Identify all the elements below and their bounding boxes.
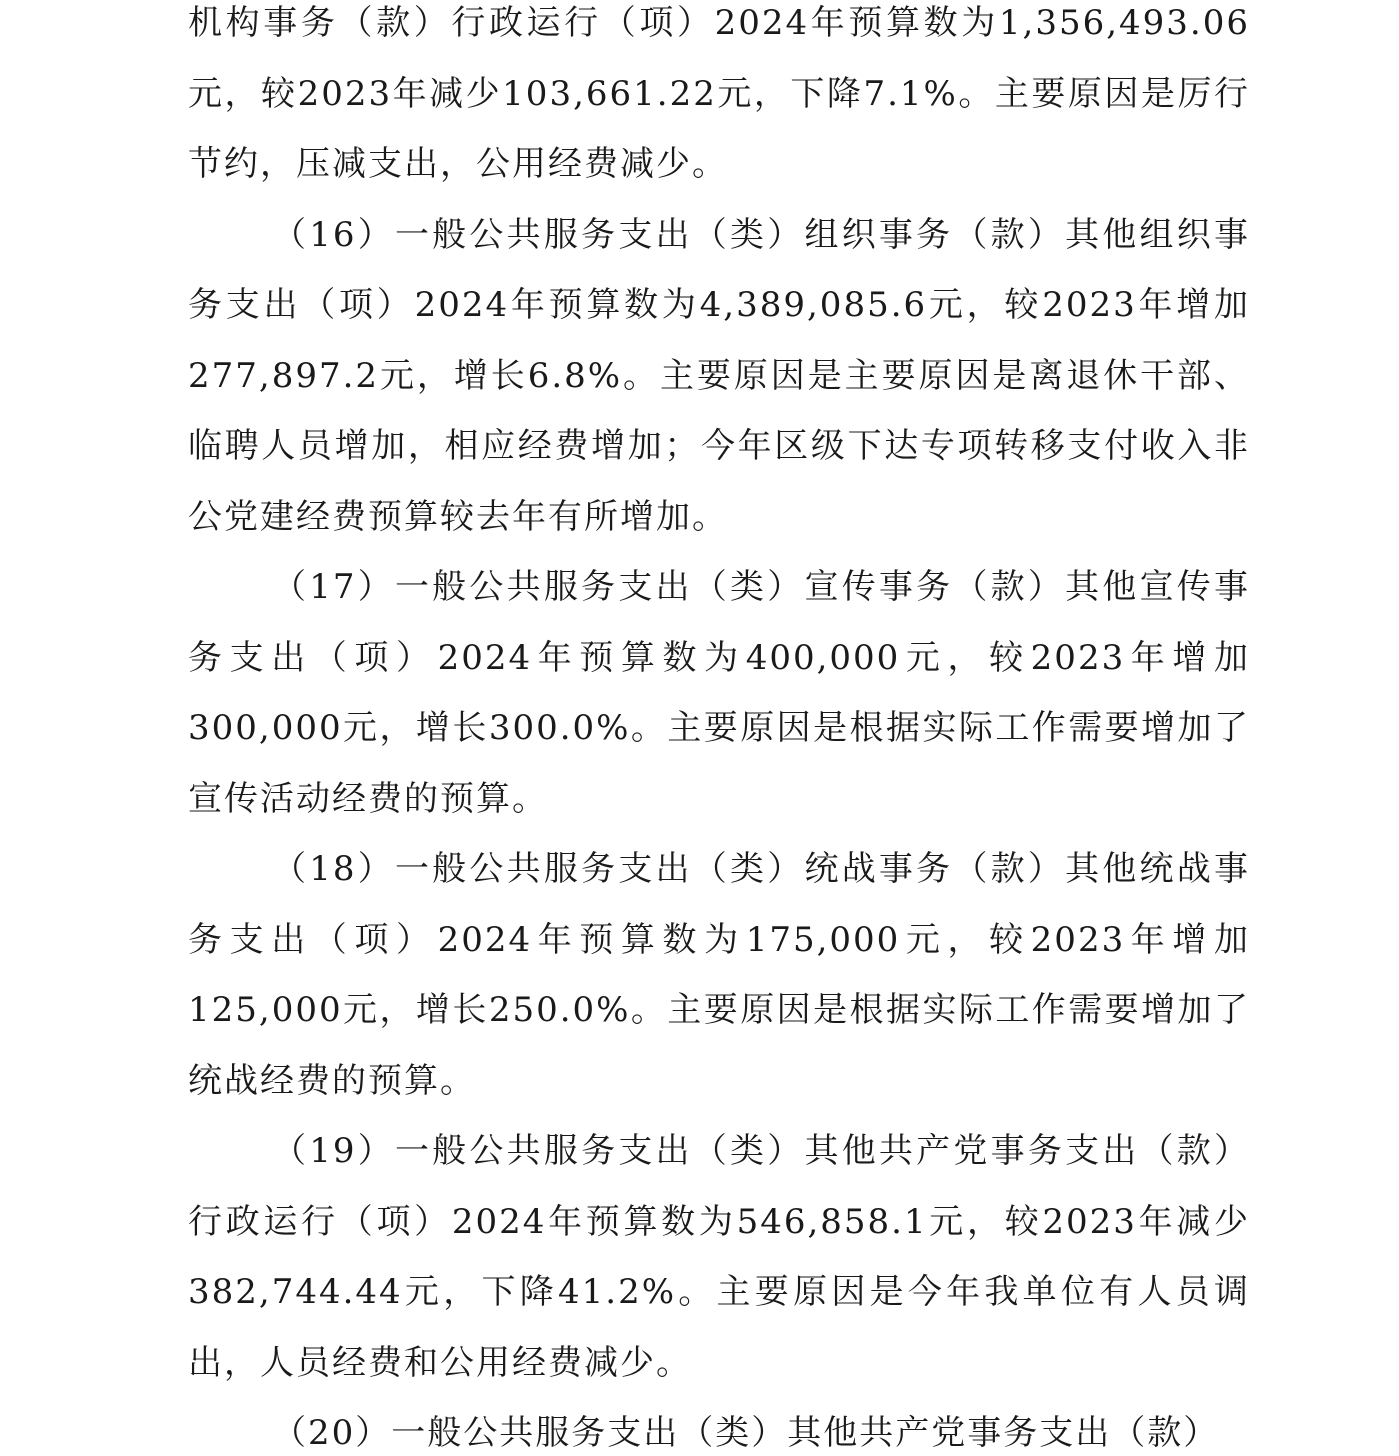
paragraph-18: （18）一般公共服务支出（类）统战事务（款）其他统战事务支出（项）2024年预算数为175,000元，较2023年增加125,000元，增长250.0%。主要原因是根据实际工作需要增加了统战经费的预算。 [188, 849, 1250, 1101]
paragraph-16: （16）一般公共服务支出（类）组织事务（款）其他组织事务支出（项）2024年预算数为4,389,085.6元，较2023年增加277,897.2元，增长6.8%。主要原因是主要原因是离退休干部、临聘人员增加，相应经费增加；今年区级下达专项转移支付收入非公党建经费预算较去年有所增加。 [188, 214, 1250, 537]
document-body [188, 0, 1250, 1456]
paragraph-19: （19）一般公共服务支出（类）其他共产党事务支出（款）行政运行（项）2024年预算数为546,858.1元，较2023年减少382,744.44元，下降41.2%。主要原因是今年我单位有人员调出，人员经费和公用经费减少。 [188, 1131, 1250, 1383]
paragraph-20-start: （20）一般公共服务支出（类）其他共产党事务支出（款） [272, 1413, 1220, 1453]
paragraph-17: （17）一般公共服务支出（类）宣传事务（款）其他宣传事务支出（项）2024年预算数为400,000元，较2023年增加300,000元，增长300.0%。主要原因是根据实际工作需要增加了宣传活动经费的预算。 [188, 567, 1250, 819]
paragraph-15-continuation: 机构事务（款）行政运行（项）2024年预算数为1,356,493.06元，较2023年减少103,661.22元，下降7.1%。主要原因是厉行节约，压减支出，公用经费减少。 [188, 3, 1250, 184]
